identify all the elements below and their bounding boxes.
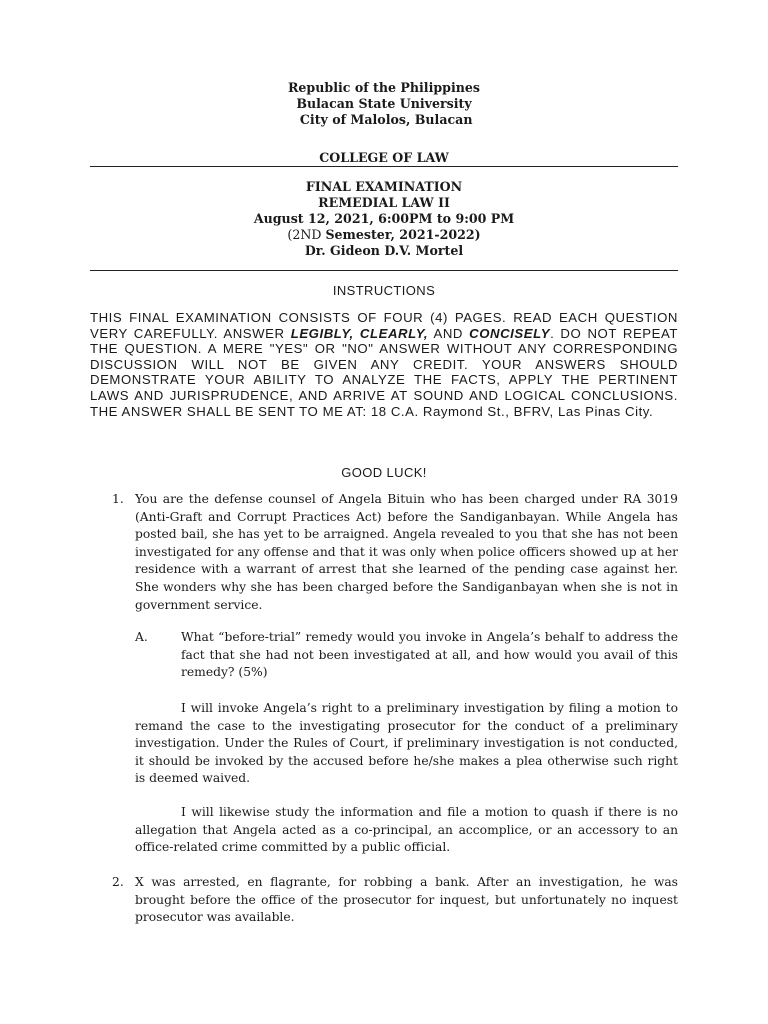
instructions-part1: THIS FINAL EXAMINATION CONSISTS OF FOUR (4) PAGES. READ EACH QUESTION VERY CAREFULLY. ANSWER	[90, 310, 678, 341]
semester-prefix: (2ND	[287, 227, 326, 242]
header-city: City of Malolos, Bulacan	[295, 112, 473, 127]
header-university: Bulacan State University	[296, 96, 472, 111]
question-2-number: 2.	[112, 875, 124, 889]
college-name: COLLEGE OF LAW	[319, 150, 449, 165]
question-1a-label: A.	[135, 630, 148, 644]
instructions-text	[90, 310, 678, 419]
instructions-emphasis-legibly: LEGIBLY, CLEARLY,	[290, 325, 429, 341]
header-divider-top	[90, 166, 678, 167]
exam-info	[0, 179, 768, 259]
good-luck: GOOD LUCK!	[341, 465, 427, 480]
answer-paragraph-1: I will invoke Angela’s right to a preliminary investigation by filing a motion to remand the case to the investigating prosecutor for the conduct of a preliminary investigation. Under the Rules of Court, if preliminary investigation is not conducted, it should be invoked by the accused before he/she makes a plea otherwise such right is deemed waived.	[135, 701, 678, 786]
exam-semester	[0, 227, 768, 243]
question-1-text: You are the defense counsel of Angela Bituin who has been charged under RA 3019 (Anti-Graft and Corrupt Practices Act) before the Sandiganbayan. While Angela has posted bail, she has yet to be arraigned. Angela revealed to you that she has not been investigated for any offense and that it was only when police officers showed up at her residence with a warrant of arrest that she learned of the pending case against her. She wonders why she has been charged before the Sandiganbayan when she is not in government service.	[135, 492, 678, 612]
question-1-number: 1.	[112, 492, 124, 506]
question-1a-text: What “before-trial” remedy would you invoke in Angela’s behalf to address the fact that she had not been investigated at all, and how would you avail of this remedy? (5%)	[181, 630, 678, 680]
semester-rest: Semester, 2021-2022)	[325, 227, 481, 242]
college-title	[0, 150, 768, 166]
exam-professor: Dr. Gideon D.V. Mortel	[304, 243, 464, 258]
answer-paragraph-2: I will likewise study the information and file a motion to quash if there is no allegation that Angela acted as a co-principal, an accomplice, or an accessory to an office-related crime committed by a public official.	[135, 805, 678, 855]
instructions-title: INSTRUCTIONS	[332, 283, 436, 298]
instructions-emphasis-concisely: CONCISELY	[469, 325, 551, 341]
header-divider-bottom	[90, 270, 678, 271]
exam-schedule: August 12, 2021, 6:00PM to 9:00 PM	[253, 211, 515, 226]
instructions-part2: AND	[428, 325, 470, 341]
exam-title: FINAL EXAMINATION	[305, 179, 463, 194]
instructions-part3: . DO NOT REPEAT THE QUESTION. A MERE "YES" OR "NO" ANSWER WITHOUT ANY CORRESPONDING DISCUSSION WILL NOT BE GIVEN ANY CREDIT. YOUR ANSWERS SHOULD DEMONSTRATE YOUR ABILITY TO ANALYZE THE FACTS, APPLY THE PERTINENT LAWS AND JURISPRUDENCE, AND ARRIVE AT SOUND AND LOGICAL CONCLUSIONS. THE ANSWER SHALL BE SENT TO ME AT: 18 C.A. Raymond St., BFRV, Las Pinas City.	[90, 325, 678, 419]
question-2-text: X was arrested, en flagrante, for robbing a bank. After an investigation, he was brought before the office of the prosecutor for inquest, but unfortunately no inquest prosecutor was available.	[135, 875, 678, 925]
header-republic: Republic of the Philippines	[287, 80, 481, 95]
exam-subject: REMEDIAL LAW II	[318, 195, 450, 210]
document-header	[0, 80, 768, 128]
